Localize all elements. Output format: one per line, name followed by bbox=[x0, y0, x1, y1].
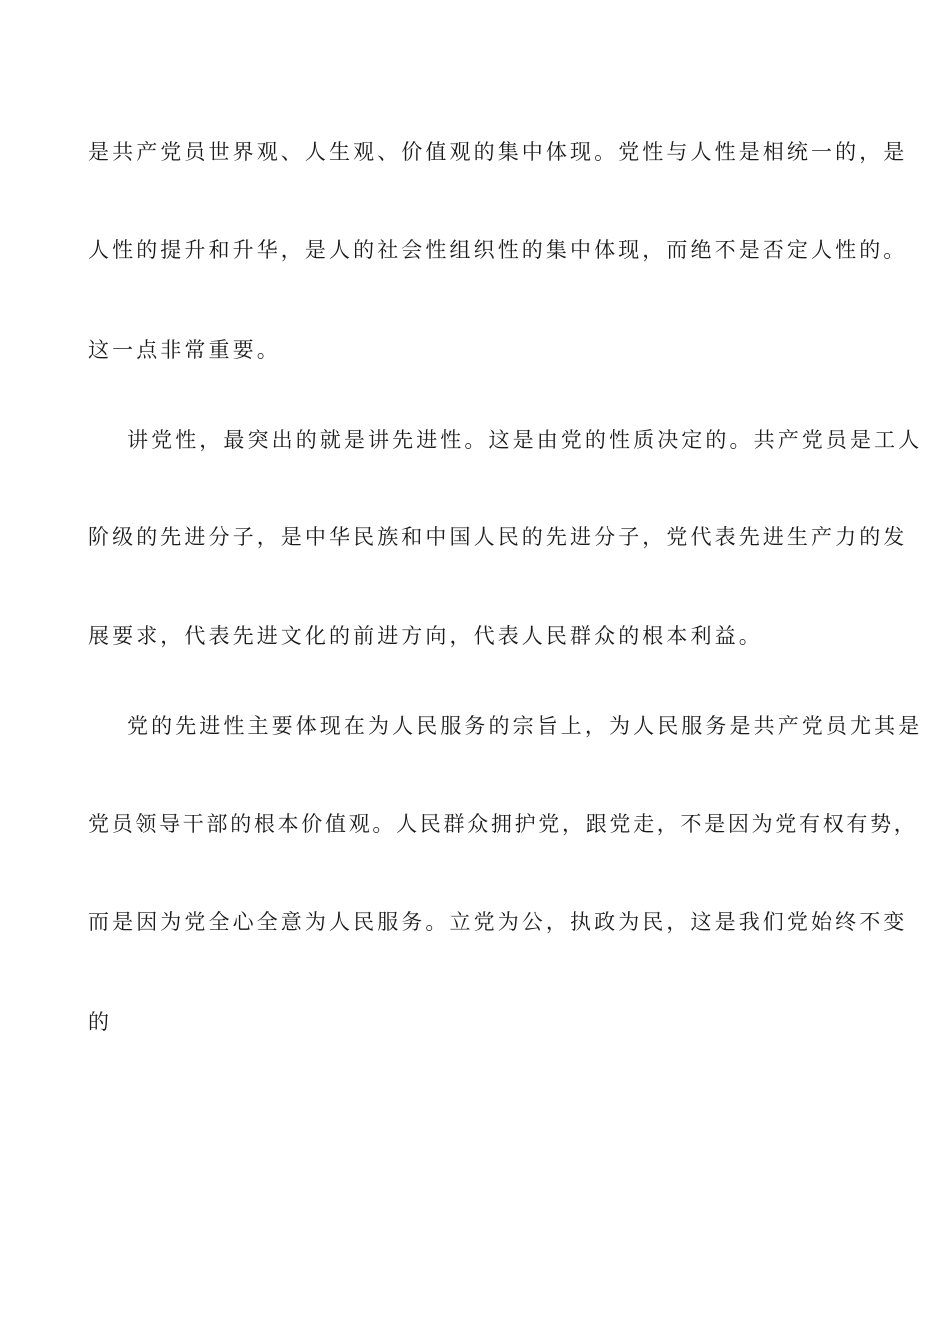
paragraph-line: 是共产党员世界观、人生观、价值观的集中体现。党性与人性是相统一的，是 bbox=[88, 140, 908, 164]
paragraph-line: 这一点非常重要。 bbox=[88, 338, 281, 362]
paragraph-line: 人性的提升和升华，是人的社会性组织性的集中体现，而绝不是否定人性的。 bbox=[88, 238, 908, 262]
paragraph-line: 阶级的先进分子，是中华民族和中国人民的先进分子，党代表先进生产力的发 bbox=[88, 525, 908, 549]
paragraph-line: 党的先进性主要体现在为人民服务的宗旨上，为人民服务是共产党员尤其是 bbox=[127, 714, 923, 738]
paragraph-line: 展要求，代表先进文化的前进方向，代表人民群众的根本利益。 bbox=[88, 624, 763, 648]
paragraph-line: 的 bbox=[88, 1010, 113, 1034]
paragraph-line: 党员领导干部的根本价值观。人民群众拥护党，跟党走，不是因为党有权有势， bbox=[88, 812, 918, 836]
paragraph-line: 而是因为党全心全意为人民服务。立党为公，执政为民，这是我们党始终不变 bbox=[88, 910, 908, 934]
paragraph-line: 讲党性，最突出的就是讲先进性。这是由党的性质决定的。共产党员是工人 bbox=[127, 428, 923, 452]
